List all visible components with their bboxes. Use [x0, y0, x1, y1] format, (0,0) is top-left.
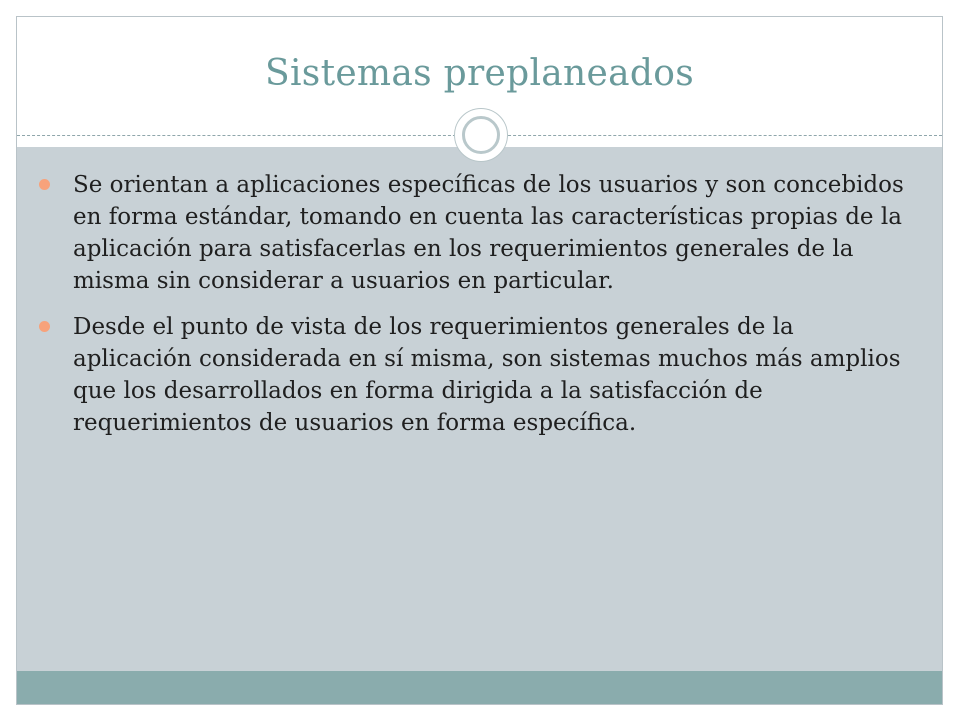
bullet-dot-icon	[39, 179, 50, 190]
bullet-text: Desde el punto de vista de los requerimientos generales de la aplicación considerada en sí misma, son sistemas muchos más amplios que los desarrollados en forma dirigida a la satisfacción de requerimientos de usuarios en forma específica.	[73, 314, 901, 436]
bullet-list	[39, 169, 909, 453]
bullet-text: Se orientan a aplicaciones específicas de los usuarios y son concebidos en forma estándar, tomando en cuenta las características propias de la aplicación para satisfacerlas en los requerimientos generales de la misma sin considerar a usuarios en particular.	[73, 172, 904, 294]
bullet-item	[39, 311, 909, 439]
bullet-dot-icon	[39, 321, 50, 332]
slide-title: Sistemas preplaneados	[265, 53, 694, 94]
footer-bar	[17, 671, 942, 705]
circle-ornament-inner	[462, 116, 500, 154]
bullet-item	[39, 169, 909, 297]
slide	[16, 16, 943, 705]
circle-ornament-icon	[455, 109, 507, 161]
